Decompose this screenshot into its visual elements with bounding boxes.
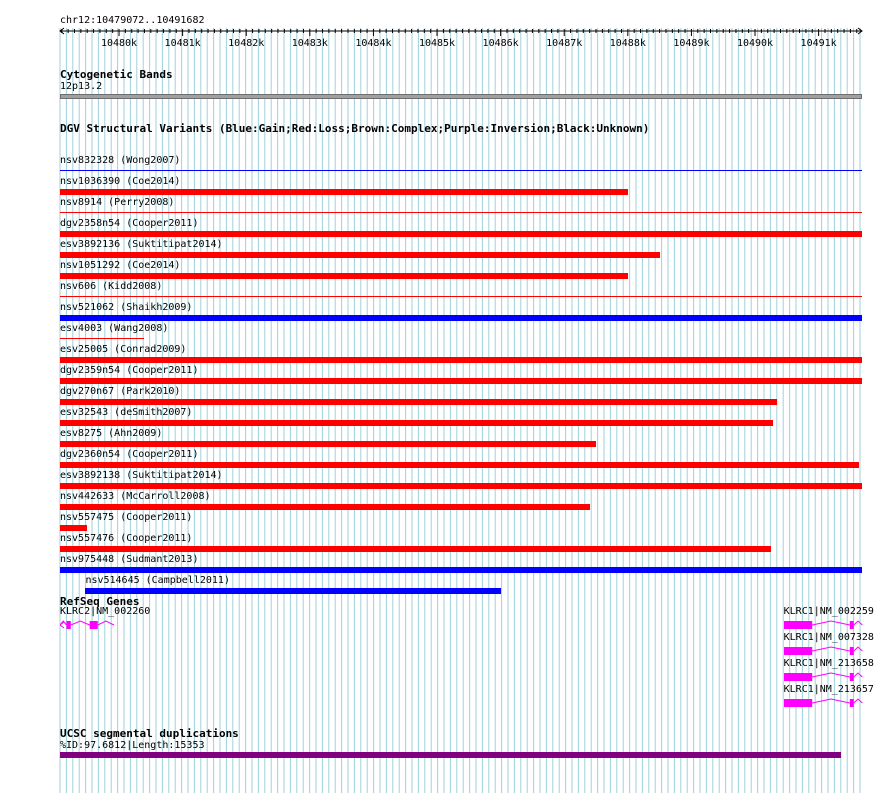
ruler-tick-label: 10489k [673,38,710,49]
dgv-feature-label: dgv2360n54 (Cooper2011) [60,449,199,460]
dgv-feature-label: nsv975448 (Sudmant2013) [60,554,199,565]
ruler-tick-label: 10486k [482,38,519,49]
gene-exon [784,647,812,655]
ruler-tick-label: 10488k [609,38,646,49]
dgv-feature-bar[interactable] [60,338,144,339]
gene-model[interactable] [784,645,865,657]
gene-model[interactable] [60,619,116,631]
dgv-feature-bar[interactable] [60,357,862,363]
gene-label: KLRC1|NM_002259 [783,606,874,617]
gene-exon [90,621,98,629]
gene-model[interactable] [784,671,865,683]
gene-intron [812,673,850,677]
gene-exon [66,621,70,629]
gene-intron [812,647,850,651]
ruler-tick-label: 10487k [546,38,583,49]
dgv-feature-bar[interactable] [60,546,771,552]
dgv-feature-label: nsv514645 (Campbell2011) [85,575,230,586]
dgv-feature-label: esv25005 (Conrad2009) [60,344,187,355]
segdup-feature[interactable] [60,752,841,758]
ruler-tick-label: 10480k [100,38,138,49]
dgv-feature-bar[interactable] [60,315,862,321]
segdup-label: %ID:97.6812|Length:15353 [60,740,205,751]
dgv-feature-bar[interactable] [60,189,628,195]
dgv-feature-bar[interactable] [60,273,628,279]
dgv-feature-label: dgv2358n54 (Cooper2011) [60,218,199,229]
dgv-feature-bar[interactable] [60,296,862,297]
dgv-feature-bar[interactable] [60,231,862,237]
locus-label: chr12:10479072..10491682 [60,15,205,26]
gene-label: KLRC1|NM_213658 [783,658,874,669]
dgv-feature-label: esv3892138 (Suktitipat2014) [60,470,223,481]
gene-intron [853,699,862,703]
dgv-feature-label: esv4003 (Wang2008) [60,323,169,334]
dgv-feature-label: dgv2359n54 (Cooper2011) [60,365,199,376]
dgv-feature-bar[interactable] [60,212,862,213]
dgv-feature-bar[interactable] [60,462,859,468]
dgv-feature-label: nsv8914 (Perry2008) [60,197,175,208]
dgv-feature-bar[interactable] [60,252,660,258]
gene-exon [849,621,853,629]
ruler-tick-label: 10491k [800,38,837,49]
gene-label: KLRC1|NM_213657 [783,684,874,695]
dgv-feature-bar[interactable] [60,483,862,489]
refseq-track-title: RefSeq Genes [60,595,140,608]
strand-arrow [60,622,64,628]
gene-model[interactable] [784,697,865,709]
dgv-feature-label: esv3892136 (Suktitipat2014) [60,239,223,250]
dgv-feature-label: nsv521062 (Shaikh2009) [60,302,193,313]
dgv-feature-bar[interactable] [85,588,500,594]
dgv-feature-bar[interactable] [60,378,862,384]
ruler-tick-label: 10481k [164,38,201,49]
ruler-tick-label: 10485k [418,38,456,49]
cyto-band-label: 12p13.2 [60,81,103,92]
dgv-feature-label: esv32543 (deSmith2007) [60,407,193,418]
gene-label: KLRC2|NM_002260 [60,606,151,617]
dgv-feature-label: nsv557476 (Cooper2011) [60,533,193,544]
gene-exon [784,621,812,629]
gene-intron [71,621,90,625]
gene-label: KLRC1|NM_007328 [783,632,874,643]
gene-exon [849,699,853,707]
gene-exon [849,647,853,655]
dgv-feature-bar[interactable] [60,420,773,426]
dgv-feature-label: esv8275 (Ahn2009) [60,428,163,439]
gene-intron [853,673,862,677]
dgv-feature-label: nsv606 (Kidd2008) [60,281,163,292]
gene-exon [784,673,812,681]
dgv-feature-bar[interactable] [60,525,87,531]
ruler-tick-label: 10484k [355,38,392,49]
dgv-feature-bar[interactable] [60,170,862,171]
gene-intron [812,699,850,703]
gene-intron [853,621,862,625]
segdup-track-title: UCSC segmental duplications [60,727,239,740]
gene-intron [98,621,114,625]
gene-intron [812,621,850,625]
ruler-tick-label: 10483k [291,38,328,49]
dgv-feature-label: nsv1051292 (Coe2014) [60,260,181,271]
cyto-track-title: Cytogenetic Bands [60,68,173,81]
ruler-tick-label: 10490k [736,38,774,49]
dgv-feature-bar[interactable] [60,399,777,405]
dgv-feature-label: nsv557475 (Cooper2011) [60,512,193,523]
ruler-tick-label: 10482k [228,38,265,49]
ruler[interactable] [0,24,890,50]
dgv-feature-label: nsv442633 (McCarroll2008) [60,491,211,502]
dgv-track-title: DGV Structural Variants (Blue:Gain;Red:Loss;Brown:Complex;Purple:Inversion;Black:Unknown) [60,122,650,135]
dgv-feature-bar[interactable] [60,504,590,510]
dgv-feature-label: dgv270n67 (Park2010) [60,386,181,397]
dgv-feature-bar[interactable] [60,441,596,447]
cyto-band[interactable] [60,94,862,99]
gene-intron [853,647,862,651]
gene-exon [849,673,853,681]
gene-exon [784,699,812,707]
dgv-feature-label: nsv832328 (Wong2007) [60,155,181,166]
dgv-feature-label: nsv1036390 (Coe2014) [60,176,181,187]
gene-model[interactable] [784,619,865,631]
dgv-feature-bar[interactable] [60,567,862,573]
